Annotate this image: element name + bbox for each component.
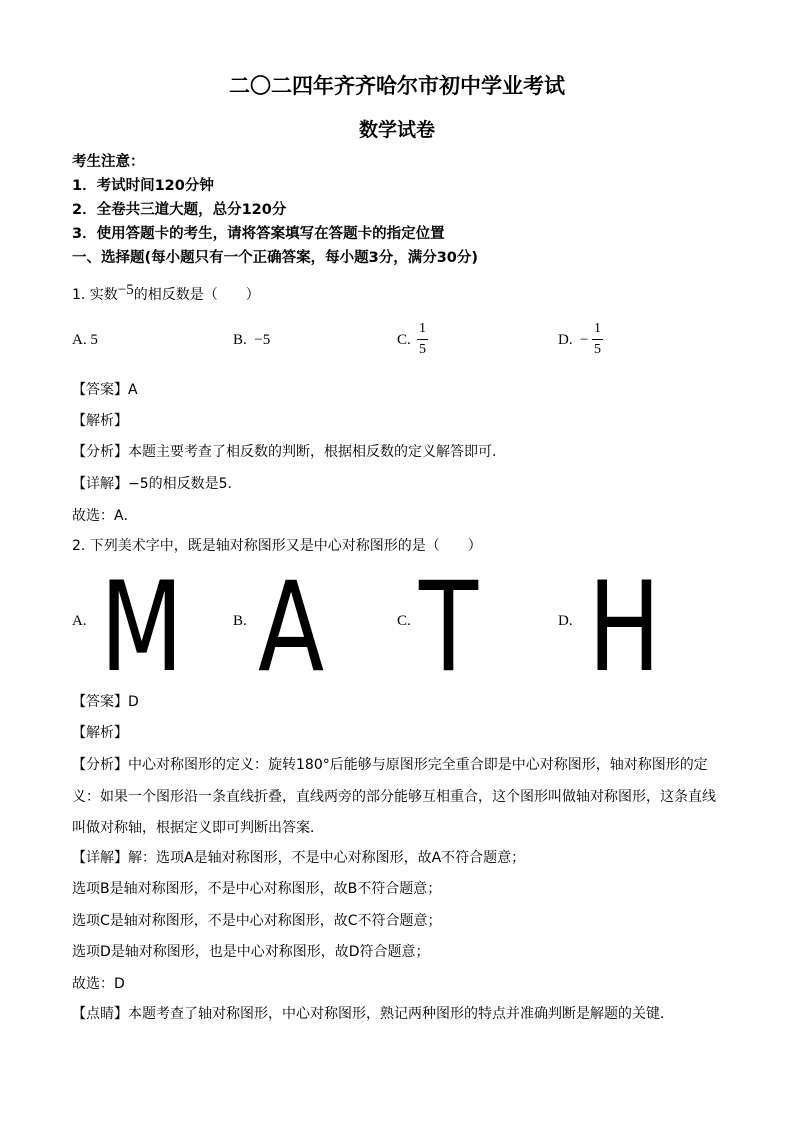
q1-option-d-fraction [592, 321, 603, 358]
q1-option-d-sign: − [580, 332, 589, 348]
fraction-bar [592, 339, 603, 340]
q1-stem-suffix: 的相反数是（ ） [133, 287, 260, 303]
q2-detail-line-4: 选项D是轴对称图形，也是中心对称图形，故D符合题意； [72, 944, 430, 960]
q1-analysis-heading: 【解析】 [72, 413, 128, 429]
notice-item-1: 1．考试时间120分钟 [72, 178, 214, 194]
q1-answer: 【答案】A [72, 382, 138, 398]
exam-title: 二〇二四年齐齐哈尔市初中学业考试 [229, 74, 565, 98]
q1-option-b-label: B. [233, 332, 247, 348]
q2-analysis-line-3: 叫做对称轴，根据定义即可判断出答案． [72, 820, 324, 836]
q2-stem: 2. 下列美术字中，既是轴对称图形又是中心对称图形的是（ ） [72, 538, 482, 554]
section-heading: 一、选择题(每小题只有一个正确答案，每小题3分，满分30分) [72, 250, 479, 266]
q1-option-b-value: −5 [254, 332, 271, 348]
fraction-bar [417, 339, 428, 340]
q1-option-c-numerator: 1 [419, 321, 426, 336]
q1-stem-number: −5 [117, 282, 134, 298]
q2-analysis-line-1: 【分析】中心对称图形的定义：旋转180°后能够与原图形完全重合即是中心对称图形，轴对称图形的定 [72, 757, 708, 773]
q1-option-a: A. 5 [72, 332, 98, 348]
q1-option-d-numerator: 1 [594, 321, 601, 336]
q2-choose: 故选：D [72, 976, 125, 992]
q2-detail-line-2: 选项B是轴对称图形，不是中心对称图形，故B不符合题意； [72, 881, 442, 897]
q1-analysis: 【分析】本题主要考查了相反数的判断，根据相反数的定义解答即可． [72, 444, 506, 460]
q1-option-c-label: C. [397, 332, 411, 348]
q2-option-d-label: D. [558, 613, 573, 629]
q2-detail-line-1: 【详解】解：选项A是轴对称图形，不是中心对称图形，故A不符合题意； [72, 850, 526, 866]
exam-subtitle: 数学试卷 [358, 119, 435, 141]
q1-option-d-denominator: 5 [594, 342, 601, 357]
q2-option-b-letter: A [258, 556, 325, 700]
q2-analysis-heading: 【解析】 [72, 725, 128, 741]
q2-option-a-label: A. [72, 613, 87, 629]
notice-item-3: 3．使用答题卡的考生，请将答案填写在答题卡的指定位置 [72, 226, 445, 242]
q1-option-d-label: D. [558, 332, 573, 348]
q1-choose: 故选：A． [72, 508, 138, 524]
q1-option-c-fraction [417, 321, 428, 358]
q1-stem [72, 284, 260, 304]
q2-detail-line-3: 选项C是轴对称图形，不是中心对称图形，故C不符合题意； [72, 913, 442, 929]
q2-option-b-label: B. [233, 613, 247, 629]
notice-heading: 考生注意： [72, 154, 145, 170]
q1-stem-prefix: 1. 实数 [72, 287, 118, 303]
q2-comment: 【点睛】本题考查了轴对称图形，中心对称图形，熟记两种图形的特点并准确判断是解题的关键． [72, 1006, 674, 1022]
q2-option-c-letter: T [419, 556, 479, 700]
notice-item-2: 2．全卷共三道大题，总分120分 [72, 202, 287, 218]
q1-option-c-denominator: 5 [419, 342, 426, 357]
q1-option-b [233, 332, 270, 349]
q1-detail: 【详解】−5的相反数是5． [72, 476, 242, 492]
q2-option-c-label: C. [397, 613, 411, 629]
q2-option-d-letter: H [588, 556, 661, 700]
q2-option-a-letter: M [100, 556, 184, 700]
q2-answer: 【答案】D [72, 694, 139, 710]
q2-analysis-line-2: 义：如果一个图形沿一条直线折叠，直线两旁的部分能够互相重合，这个图形叫做轴对称图形，这条直线 [72, 789, 716, 805]
